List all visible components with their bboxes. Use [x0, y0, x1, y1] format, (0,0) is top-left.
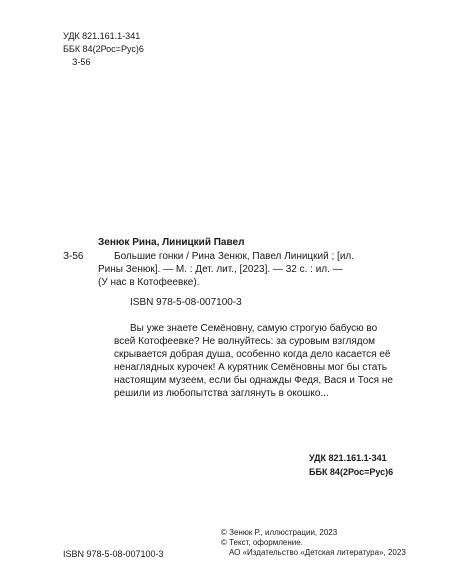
- annotation-paragraph: [114, 322, 417, 400]
- description-line: Большие гонки / Рина Зенюк, Павел Линицкий ; [ил.: [114, 251, 355, 262]
- bottom-classification-block: [309, 451, 393, 479]
- copyright-illustrations: © Зенюк Р., иллюстрации, 2023: [221, 528, 338, 537]
- description-line: (У нас в Котофеевке).: [98, 277, 200, 288]
- annotation-line: ненаглядных курочек! А курятник Семёновны мог бы стать: [114, 362, 387, 373]
- copyright-text-design: © Текст, оформление.: [221, 538, 303, 547]
- bottom-udk-code: УДК 821.161.1-341: [309, 453, 387, 463]
- bottom-bbk-code: ББК 84(2Рос=Рус)6: [309, 467, 394, 477]
- copyright-block: [221, 528, 406, 558]
- top-udk-code: УДК 821.161.1-341: [63, 31, 141, 41]
- top-author-code: З-56: [72, 57, 91, 67]
- annotation-line: всей Котофеевке? Не волнуйтесь: за суровым взглядом: [114, 336, 376, 347]
- top-bbk-code: ББК 84(2Рос=Рус)6: [63, 44, 144, 54]
- author-heading: Зенюк Рина, Линицкий Павел: [98, 237, 245, 248]
- annotation-line: настоящим музеем, если бы однажды Федя, Вася и Тося не: [114, 375, 393, 386]
- description-line: Рины Зенюк]. — М. : Дет. лит., [2023]. — 32 с. : ил. —: [98, 264, 343, 275]
- annotation-line: скрывается добрая душа, особенно когда дело касается её: [114, 349, 391, 360]
- card-author-code: З-56: [63, 251, 84, 262]
- annotation-line: решили из любопытства заглянуть в окошко...: [114, 388, 329, 399]
- card-isbn: ISBN 978-5-08-007100-3: [130, 297, 242, 308]
- top-classification-block: [63, 30, 144, 69]
- bibliographic-description: [98, 250, 355, 289]
- copyright-publisher: АО «Издательство «Детская литература», 2023: [229, 548, 406, 557]
- bottom-isbn: ISBN 978-5-08-007100-3: [63, 549, 164, 559]
- annotation-line: Вы уже знаете Семёновну, самую строгую бабусю во: [130, 323, 378, 334]
